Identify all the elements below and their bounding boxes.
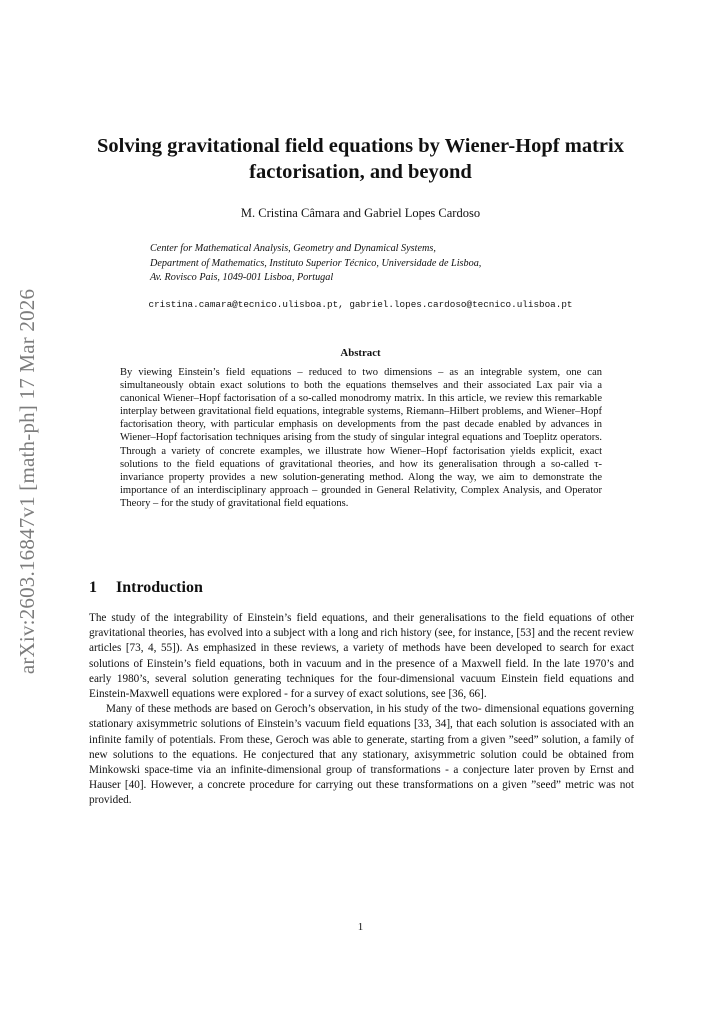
affiliation-line: Av. Rovisco Pais, 1049-001 Lisboa, Portugal xyxy=(150,272,334,283)
paper-title: Solving gravitational field equations by Wiener-Hopf matrix factorisation, and beyond xyxy=(97,135,624,183)
affiliation-line: Center for Mathematical Analysis, Geometry and Dynamical Systems, xyxy=(150,243,436,254)
author-emails: cristina.camara@tecnico.ulisboa.pt, gabriel.lopes.cardoso@tecnico.ulisboa.pt xyxy=(148,299,573,310)
affiliation-line: Department of Mathematics, Instituto Superior Técnico, Universidade de Lisboa, xyxy=(150,257,482,269)
page-number: 1 xyxy=(357,921,364,933)
section-title: Introduction xyxy=(116,579,203,596)
section-body xyxy=(89,611,634,809)
arxiv-stamp xyxy=(14,285,42,677)
affiliation xyxy=(150,242,610,286)
section-heading xyxy=(89,579,389,597)
body-paragraph: The study of the integrability of Einstein’s field equations, and their generalisations to the field equations of other gravitational theories, has evolved into a subject with a long and rich history (see, for instance, [53] and the recent review articles [73, 4, 55]). As emphasized in these reviews, a variety of methods have been developed to search for exact solutions of Einstein’s field equations, both in vacuum and in the presence of a Maxwell field. In the late 1970’s and early 1980’s, several solution generating techniques for the four-dimensional vacuum Einstein field equations and Einstein-Maxwell equations were explored - for a survey of exact solutions, see [36, 66]. xyxy=(89,612,634,701)
abstract-text: By viewing Einstein’s field equations – reduced to two dimensions – as an integrable system, one can simultaneously obtain exact solutions to both the equations themselves and their associated Lax pair via a canonical Wiener–Hopf factorisation of a so-called monodromy matrix. In this article, we review this remarkable interplay between gravitational field equations, integrable systems, Riemann–Hilbert problems, and Wiener–Hopf factorisation theory, with particular emphasis on developments from the past decade enabled by advances in Wiener–Hopf factorisation techniques arising from the study of singular integral equations and Toeplitz operators. Through a variety of concrete examples, we illustrate how Wiener–Hopf factorisation yields explicit, exact solutions to the field equations of gravitational theories, and how its generalisation through a so-called τ-invariance property provides a new solution-generating method. Along the way, we aim to demonstrate the importance of an interdisciplinary approach – grounded in General Relativity, Complex Analysis, and Operator Theory – for the study of gravitational field equations. xyxy=(120,367,602,509)
arxiv-stamp-text: arXiv:2603.16847v1 [math-ph] 17 Mar 2026 xyxy=(15,288,40,674)
paper-authors: M. Cristina Câmara and Gabriel Lopes Cardoso xyxy=(240,206,481,220)
section-number: 1 xyxy=(89,579,97,596)
abstract-heading: Abstract xyxy=(340,347,381,359)
body-paragraph: Many of these methods are based on Geroch’s observation, in his study of the two- dimensional equations governing stationary axisymmetric solutions of Einstein’s vacuum field equations [33, 34], that each solution is associated with an infinite family of potentials. From these, Geroch was able to generate, starting from a given ”seed” solution, a family of new solutions to the equations. He conjectured that any stationary, axisymmetric solution could be obtained from Minkowski space-time via an infinite-dimensional group of transformations - a conjecture later proven by Ernst and Hauser [40]. However, a concrete procedure for carrying out these transformations on a given ”seed” metric was not provided. xyxy=(89,703,634,807)
